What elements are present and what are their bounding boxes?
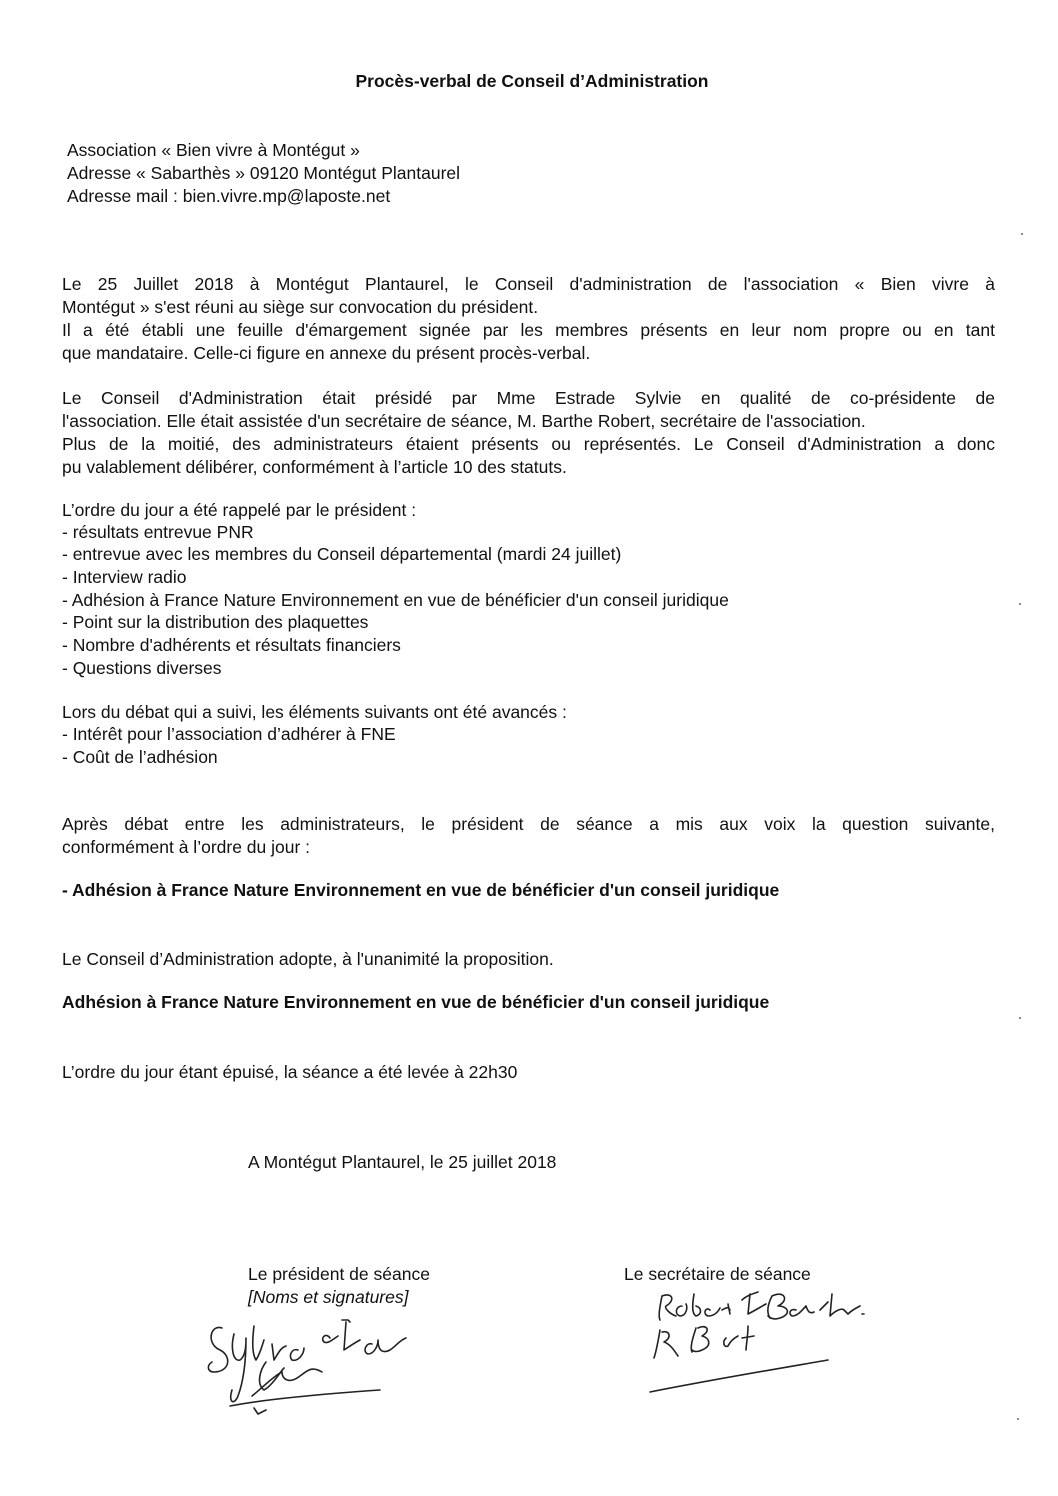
agenda-item: - Adhésion à France Nature Environnement en vue de bénéficier d'un conseil juridique	[62, 590, 729, 610]
closing-statement: L’ordre du jour étant épuisé, la séance a été levée à 22h30	[62, 1062, 518, 1082]
agenda-item: - Interview radio	[62, 567, 187, 587]
intro-line: que mandataire. Celle-ci figure en annexe du présent procès-verbal.	[62, 343, 591, 363]
agenda-intro: L’ordre du jour a été rappelé par le président :	[62, 500, 417, 520]
president-label: Le président de séance	[248, 1264, 430, 1284]
vote-line: Après débat entre les administrateurs, le président de séance a mis aux voix la question suivante,	[62, 814, 995, 834]
president-note: [Noms et signatures]	[248, 1287, 409, 1307]
association-email: Adresse mail : bien.vivre.mp@laposte.net	[67, 186, 391, 206]
agenda-item: - entrevue avec les membres du Conseil départemental (mardi 24 juillet)	[62, 544, 622, 564]
place-and-date: A Montégut Plantaurel, le 25 juillet 2018	[248, 1152, 557, 1172]
agenda-item: - résultats entrevue PNR	[62, 522, 254, 542]
scan-speck	[1017, 1418, 1019, 1420]
intro-line: Montégut » s'est réuni au siège sur convocation du président.	[62, 297, 539, 317]
debate-intro: Lors du débat qui a suivi, les éléments suivants ont été avancés :	[62, 702, 567, 722]
secretary-signature	[630, 1280, 880, 1400]
secretary-label: Le secrétaire de séance	[624, 1264, 811, 1284]
agenda-item: - Nombre d'adhérents et résultats financiers	[62, 635, 401, 655]
intro-line: Le 25 Juillet 2018 à Montégut Plantaurel, le Conseil d'administration de l'association « Bien vivre à	[62, 274, 995, 294]
association-address: Adresse « Sabarthès » 09120 Montégut Plantaurel	[67, 163, 461, 183]
presidency-line: l'association. Elle était assistée d'un secrétaire de séance, M. Barthe Robert, secrétaire de l'association.	[62, 411, 866, 431]
scan-speck	[1019, 1017, 1021, 1019]
presidency-line: pu valablement délibérer, conformément à l’article 10 des statuts.	[62, 457, 567, 477]
agenda-item: - Questions diverses	[62, 658, 222, 678]
president-signature	[200, 1310, 440, 1420]
adopted-resolution: Adhésion à France Nature Environnement en vue de bénéficier d'un conseil juridique	[62, 992, 770, 1012]
intro-line: Il a été établi une feuille d'émargement signée par les membres présents en leur nom propre ou en tant	[62, 320, 995, 340]
debate-item: - Intérêt pour l’association d’adhérer à FNE	[62, 724, 396, 744]
vote-result: Le Conseil d’Administration adopte, à l'unanimité la proposition.	[62, 949, 554, 969]
debate-item: - Coût de l’adhésion	[62, 747, 218, 767]
scan-speck	[1021, 233, 1023, 235]
association-name: Association « Bien vivre à Montégut »	[67, 140, 360, 160]
presidency-line: Plus de la moitié, des administrateurs étaient présents ou représentés. Le Conseil d'Administration a donc	[62, 434, 995, 454]
presidency-line: Le Conseil d'Administration était présidé par Mme Estrade Sylvie en qualité de co-présidente de	[62, 388, 995, 408]
document-title: Procès-verbal de Conseil d’Administration	[355, 71, 709, 91]
vote-line: conformément à l’ordre du jour :	[62, 837, 311, 857]
scan-speck	[1019, 603, 1021, 605]
agenda-item: - Point sur la distribution des plaquettes	[62, 612, 369, 632]
vote-question: - Adhésion à France Nature Environnement en vue de bénéficier d'un conseil juridique	[62, 880, 780, 900]
